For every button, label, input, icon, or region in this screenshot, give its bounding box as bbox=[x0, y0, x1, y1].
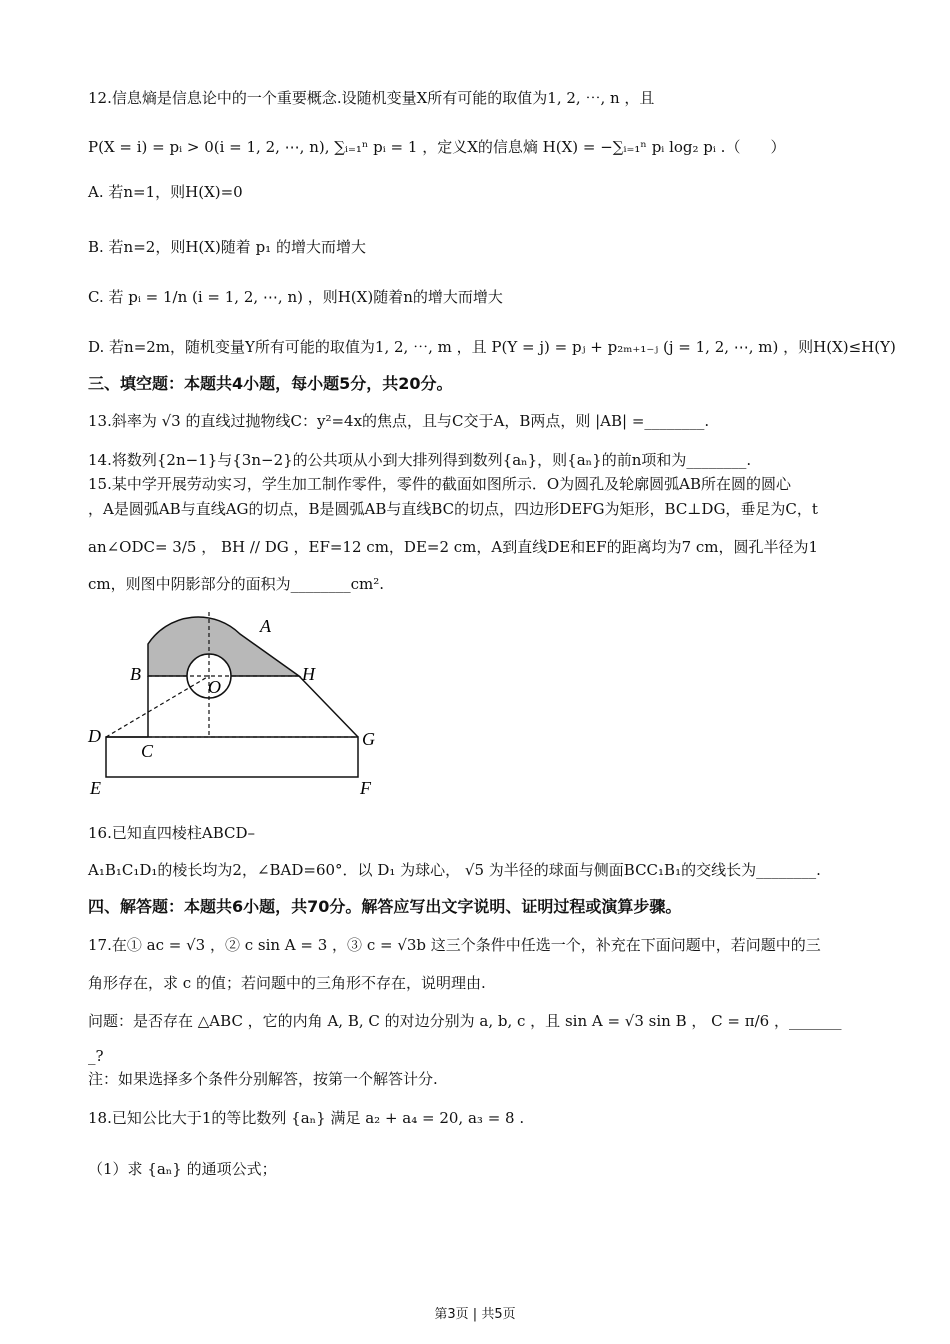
q17-note: 注：如果选择多个条件分别解答，按第一个解答计分. bbox=[88, 1070, 438, 1088]
q12-option-c: C. 若 pᵢ = 1/n (i = 1, 2, ⋯, n) ，则H(X)随着n的增大而增大 bbox=[88, 288, 503, 306]
q15-line1: 15.某中学开展劳动实习，学生加工制作零件，零件的截面如图所示．O为圆孔及轮廓圆弧AB所在圆的圆心 bbox=[88, 475, 792, 493]
dashed-do bbox=[106, 676, 209, 737]
label-o: O bbox=[208, 677, 221, 697]
q12-option-a: A. 若n=1，则H(X)=0 bbox=[88, 183, 243, 201]
label-a: A bbox=[260, 616, 271, 636]
line-hg bbox=[299, 676, 358, 737]
q18-sub1: （1）求 {aₙ} 的通项公式； bbox=[88, 1160, 277, 1178]
q12-option-b: B. 若n=2，则H(X)随着 p₁ 的增大而增大 bbox=[88, 238, 366, 256]
section4-heading: 四、解答题：本题共6小题，共70分。解答应写出文字说明、证明过程或演算步骤。 bbox=[88, 897, 682, 916]
q17-line2: 角形存在，求 c 的值；若问题中的三角形不存在，说明理由. bbox=[88, 974, 486, 992]
q17-line3: 问题：是否存在 △ABC ，它的内角 A, B, C 的对边分别为 a, b, c ，且 sin A = √3 sin B ， C = π/6 ，_______ bbox=[88, 1012, 842, 1030]
label-e: E bbox=[90, 778, 101, 798]
label-c: C bbox=[141, 741, 154, 761]
q15-line2: ，A是圆弧AB与直线AG的切点，B是圆弧AB与直线BC的切点，四边形DEFG为矩形，BC⊥DG，垂足为C，t bbox=[88, 500, 818, 518]
q15-line3: an∠ODC= 3/5 ， BH // DG ，EF=12 cm，DE=2 cm，A到直线DE和EF的距离均为7 cm，圆孔半径为1 bbox=[88, 538, 819, 556]
q12-option-d: D. 若n=2m，随机变量Y所有可能的取值为1, 2, ⋯, m ，且 P(Y = j) = pⱼ + p₂ₘ₊₁₋ⱼ (j = 1, 2, ⋯, m) ，则H(X)≤H(Y) bbox=[88, 338, 896, 356]
label-b: B bbox=[130, 664, 141, 684]
q15-line4: cm，则图中阴影部分的面积为________cm². bbox=[88, 575, 385, 593]
label-g: G bbox=[362, 729, 375, 749]
q16-line2: A₁B₁C₁D₁的棱长均为2，∠BAD=60°．以 D₁ 为球心， √5 为半径的球面与侧面BCC₁B₁的交线长为________. bbox=[88, 861, 821, 879]
section3-heading: 三、填空题：本题共4小题，每小题5分，共20分。 bbox=[88, 374, 453, 393]
label-h: H bbox=[302, 664, 315, 684]
q12-line2: P(X = i) = pᵢ > 0(i = 1, 2, ⋯, n), ∑ᵢ₌₁ⁿ pᵢ = 1 ，定义X的信息熵 H(X) = −∑ᵢ₌₁ⁿ pᵢ log₂ pᵢ .（ ） bbox=[88, 138, 786, 156]
q13-text: 13.斜率为 √3 的直线过抛物线C：y²=4x的焦点，且与C交于A，B两点，则 |AB| =________. bbox=[88, 412, 710, 430]
label-d: D bbox=[88, 726, 101, 746]
q12-line1: 12.信息熵是信息论中的一个重要概念.设随机变量X所有可能的取值为1, 2, ⋯, n ，且 bbox=[88, 89, 655, 107]
part-cross-section-figure bbox=[84, 604, 404, 804]
q18-line1: 18.已知公比大于1的等比数列 {aₙ} 满足 a₂ + a₄ = 20, a₃ = 8 . bbox=[88, 1109, 525, 1127]
label-f: F bbox=[360, 778, 371, 798]
q17-line1: 17.在① ac = √3 ，② c sin A = 3 ，③ c = √3b 这三个条件中任选一个，补充在下面问题中，若问题中的三 bbox=[88, 936, 821, 954]
q14-text: 14.将数列{2n−1}与{3n−2}的公共项从小到大排列得到数列{aₙ}，则{aₙ}的前n项和为________. bbox=[88, 451, 752, 469]
page-footer: 第3页 | 共5页 bbox=[434, 1307, 516, 1322]
q16-line1: 16.已知直四棱柱ABCD– bbox=[88, 824, 255, 842]
q17-line4: _? bbox=[88, 1047, 104, 1065]
